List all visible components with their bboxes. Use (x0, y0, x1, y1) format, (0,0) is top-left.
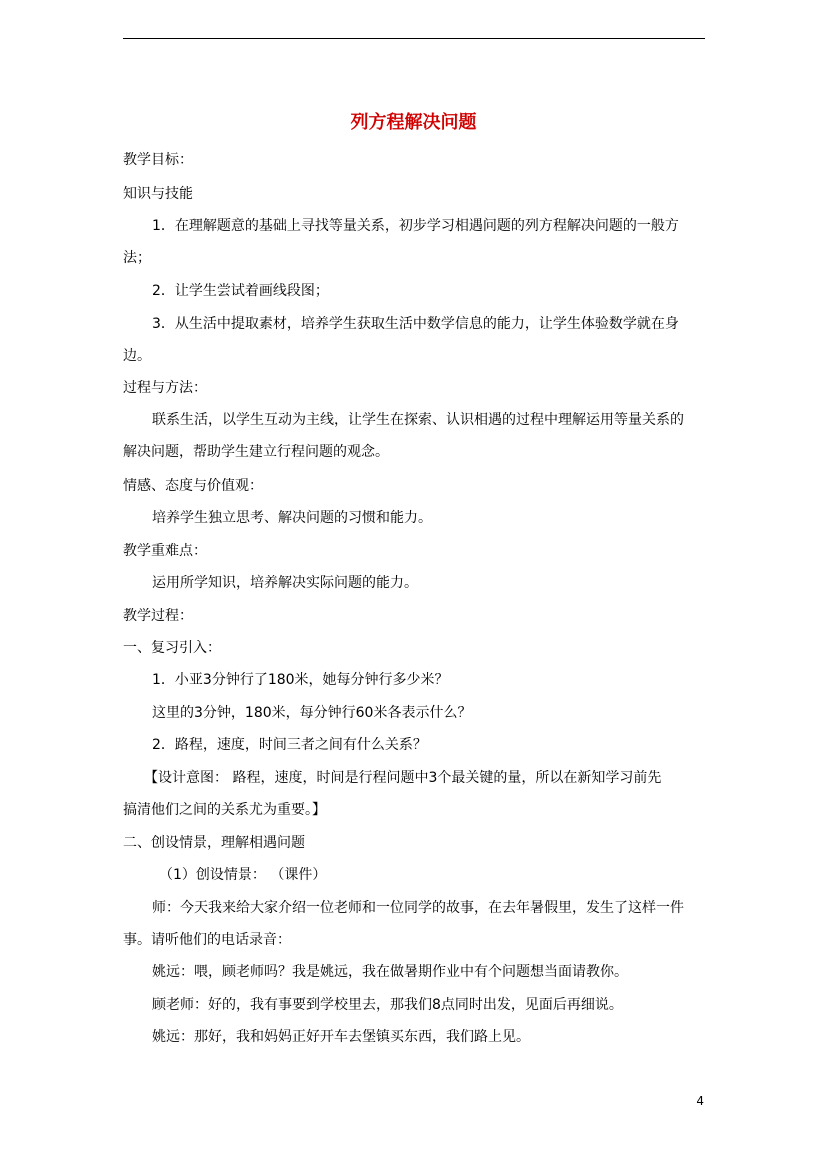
text-line: 二、创设情景，理解相遇问题 (123, 835, 305, 851)
text-line: 这里的3分钟，180米，每分钟行60米各表示什么？ (152, 705, 472, 721)
text-line: 姚远：那好，我和妈妈正好开车去堡镇买东西，我们路上见。 (152, 1029, 530, 1045)
text-line: 法； (123, 250, 151, 266)
page-number: 4 (696, 1094, 704, 1108)
text-line: 解决问题，帮助学生建立行程问题的观念。 (123, 444, 389, 460)
text-line: 师：今天我来给大家介绍一位老师和一位同学的故事，在去年暑假里，发生了这样一件 (152, 900, 684, 916)
text-line: 知识与技能 (123, 186, 193, 202)
text-line: 1．在理解题意的基础上寻找等量关系，初步学习相遇问题的列方程解决问题的一般方 (152, 218, 679, 234)
text-line: 联系生活，以学生互动为主线，让学生在探索、认识相遇的过程中理解运用等量关系的 (152, 412, 684, 428)
text-line: 教学过程： (123, 608, 193, 624)
header-rule (123, 38, 705, 39)
text-line: 顾老师：好的，我有事要到学校里去，那我们8点同时出发，见面后再细说。 (152, 997, 623, 1013)
text-line: （1）创设情景： （课件） (159, 867, 327, 883)
text-line: 【设计意图： 路程，速度，时间是行程问题中3个最关键的量，所以在新知学习前先 (144, 770, 662, 786)
text-line: 过程与方法： (123, 380, 207, 396)
text-line: 教学重难点： (123, 543, 207, 559)
text-line: 运用所学知识，培养解决实际问题的能力。 (152, 575, 418, 591)
text-line: 姚远：喂，顾老师吗？我是姚远，我在做暑期作业中有个问题想当面请教你。 (152, 964, 628, 980)
text-line: 教学目标： (123, 152, 193, 168)
text-line: 事。请听他们的电话录音： (123, 932, 291, 948)
text-line: 一、复习引入： (123, 640, 221, 656)
text-line: 3．从生活中提取素材，培养学生获取生活中数学信息的能力，让学生体验数学就在身 (152, 316, 679, 332)
page-title: 列方程解决问题 (350, 112, 477, 133)
text-line: 2．让学生尝试着画线段图； (152, 283, 329, 299)
text-line: 1．小亚3分钟行了180米，她每分钟行多少米？ (152, 672, 449, 688)
text-line: 培养学生独立思考、解决问题的习惯和能力。 (152, 510, 432, 526)
text-line: 情感、态度与价值观： (123, 478, 263, 494)
text-line: 边。 (123, 348, 151, 364)
text-line: 搞清他们之间的关系尤为重要。】 (123, 802, 326, 818)
text-line: 2．路程，速度，时间三者之间有什么关系？ (152, 737, 427, 753)
